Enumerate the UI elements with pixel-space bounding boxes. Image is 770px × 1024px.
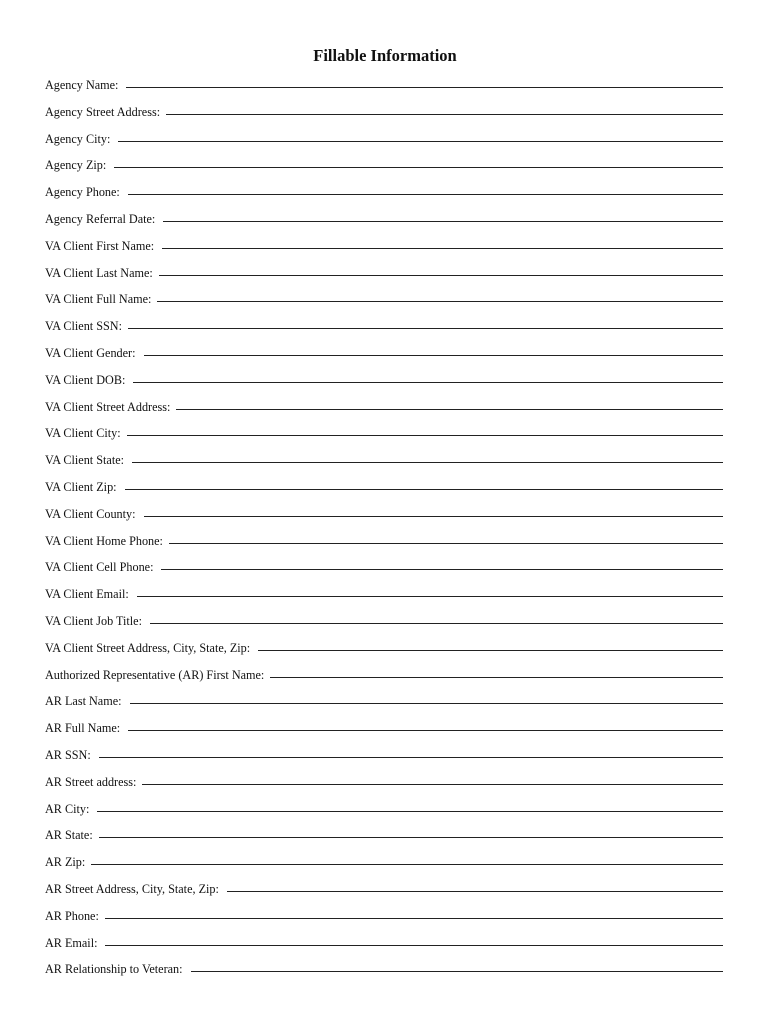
field-label: AR Street address: xyxy=(45,774,137,789)
field-label: AR Email: xyxy=(45,935,98,950)
va-client-ssn-field[interactable] xyxy=(128,328,723,329)
va-client-dob-field[interactable] xyxy=(133,382,723,383)
field-label: Authorized Representative (AR) First Name: xyxy=(45,667,265,682)
field-label: VA Client First Name: xyxy=(45,238,155,253)
field-label: Agency Street Address: xyxy=(45,104,161,119)
field-label: Agency City: xyxy=(45,131,111,146)
field-label: VA Client Job Title: xyxy=(45,613,142,628)
va-client-gender-field[interactable] xyxy=(144,355,724,356)
field-row-agency-referral-date xyxy=(45,206,723,233)
va-client-email-field[interactable] xyxy=(137,596,723,597)
field-row-ar-full-address xyxy=(45,876,723,903)
field-row-va-client-job-title xyxy=(45,608,723,635)
field-row-va-client-last-name xyxy=(45,260,723,287)
agency-street-address-field[interactable] xyxy=(166,114,723,115)
field-label: Agency Phone: xyxy=(45,185,120,200)
field-label: AR City: xyxy=(45,801,90,816)
field-row-agency-name xyxy=(45,72,723,99)
field-row-va-client-home-phone xyxy=(45,528,723,555)
field-row-ar-email xyxy=(45,930,723,957)
field-label: VA Client SSN: xyxy=(45,319,122,334)
field-label: VA Client City: xyxy=(45,426,121,441)
field-row-va-client-gender xyxy=(45,340,723,367)
field-label: Agency Zip: xyxy=(45,158,107,173)
ar-relationship-field[interactable] xyxy=(191,971,723,972)
field-row-va-client-city xyxy=(45,420,723,447)
field-row-agency-zip xyxy=(45,152,723,179)
field-label: VA Client Zip: xyxy=(45,479,117,494)
va-client-county-field[interactable] xyxy=(144,516,723,517)
form-fields xyxy=(45,72,723,983)
va-client-home-phone-field[interactable] xyxy=(169,543,723,544)
field-row-va-client-full-name xyxy=(45,286,723,313)
field-row-va-client-ssn xyxy=(45,313,723,340)
field-row-va-client-state xyxy=(45,447,723,474)
ar-ssn-field[interactable] xyxy=(99,757,723,758)
field-label: VA Client Gender: xyxy=(45,345,136,360)
va-client-zip-field[interactable] xyxy=(125,489,723,490)
field-row-va-client-first-name xyxy=(45,233,723,260)
va-client-last-name-field[interactable] xyxy=(159,275,723,276)
va-client-city-field[interactable] xyxy=(127,435,723,436)
field-row-va-client-county xyxy=(45,501,723,528)
field-label: VA Client State: xyxy=(45,453,124,468)
agency-name-field[interactable] xyxy=(126,87,723,88)
ar-phone-field[interactable] xyxy=(105,918,723,919)
field-row-agency-street-address xyxy=(45,99,723,126)
field-label: VA Client Street Address: xyxy=(45,399,171,414)
ar-full-address-field[interactable] xyxy=(227,891,723,892)
field-label: Agency Referral Date: xyxy=(45,211,156,226)
field-row-ar-full-name xyxy=(45,715,723,742)
field-row-agency-city xyxy=(45,126,723,153)
ar-full-name-field[interactable] xyxy=(128,730,723,731)
field-row-agency-phone xyxy=(45,179,723,206)
field-row-ar-state xyxy=(45,822,723,849)
va-client-full-name-field[interactable] xyxy=(157,301,723,302)
ar-zip-field[interactable] xyxy=(91,864,723,865)
field-label: VA Client Last Name: xyxy=(45,265,153,280)
va-client-state-field[interactable] xyxy=(132,462,723,463)
field-label: AR Phone: xyxy=(45,908,99,923)
field-label: VA Client Cell Phone: xyxy=(45,560,154,575)
field-row-va-client-email xyxy=(45,581,723,608)
agency-city-field[interactable] xyxy=(118,141,723,142)
field-label: AR Full Name: xyxy=(45,721,121,736)
va-client-first-name-field[interactable] xyxy=(162,248,723,249)
field-row-va-client-street-address xyxy=(45,394,723,421)
field-label: AR Zip: xyxy=(45,855,86,870)
field-row-ar-ssn xyxy=(45,742,723,769)
field-row-ar-city xyxy=(45,796,723,823)
field-row-ar-relationship xyxy=(45,956,723,983)
va-client-cell-phone-field[interactable] xyxy=(161,569,723,570)
field-label: VA Client Full Name: xyxy=(45,292,152,307)
field-label: AR State: xyxy=(45,828,93,843)
field-label: AR SSN: xyxy=(45,747,91,762)
ar-email-field[interactable] xyxy=(105,945,723,946)
field-row-ar-zip xyxy=(45,849,723,876)
field-row-va-client-zip xyxy=(45,474,723,501)
field-row-ar-phone xyxy=(45,903,723,930)
agency-phone-field[interactable] xyxy=(128,194,723,195)
field-label: VA Client DOB: xyxy=(45,372,126,387)
field-label: AR Relationship to Veteran: xyxy=(45,962,183,977)
field-row-ar-street-address xyxy=(45,769,723,796)
field-row-ar-first-name xyxy=(45,662,723,689)
field-label: Agency Name: xyxy=(45,78,119,92)
agency-referral-date-field[interactable] xyxy=(163,221,723,222)
ar-first-name-field[interactable] xyxy=(270,677,723,678)
va-client-street-address-field[interactable] xyxy=(176,409,723,410)
field-row-va-client-full-address xyxy=(45,635,723,662)
field-label: VA Client Email: xyxy=(45,587,129,602)
ar-city-field[interactable] xyxy=(97,811,723,812)
field-label: AR Last Name: xyxy=(45,694,122,709)
field-label: VA Client Home Phone: xyxy=(45,533,163,548)
page-title: Fillable Information xyxy=(313,46,457,65)
field-label: AR Street Address, City, State, Zip: xyxy=(45,881,219,896)
field-row-va-client-dob xyxy=(45,367,723,394)
ar-street-address-field[interactable] xyxy=(142,784,723,785)
va-client-job-title-field[interactable] xyxy=(150,623,723,624)
field-label: VA Client Street Address, City, State, Zip: xyxy=(45,640,251,655)
field-label: VA Client County: xyxy=(45,506,136,521)
agency-zip-field[interactable] xyxy=(114,167,723,168)
va-client-full-address-field[interactable] xyxy=(258,650,723,651)
ar-state-field[interactable] xyxy=(99,837,723,838)
field-row-va-client-cell-phone xyxy=(45,554,723,581)
field-row-ar-last-name xyxy=(45,688,723,715)
ar-last-name-field[interactable] xyxy=(130,703,724,704)
